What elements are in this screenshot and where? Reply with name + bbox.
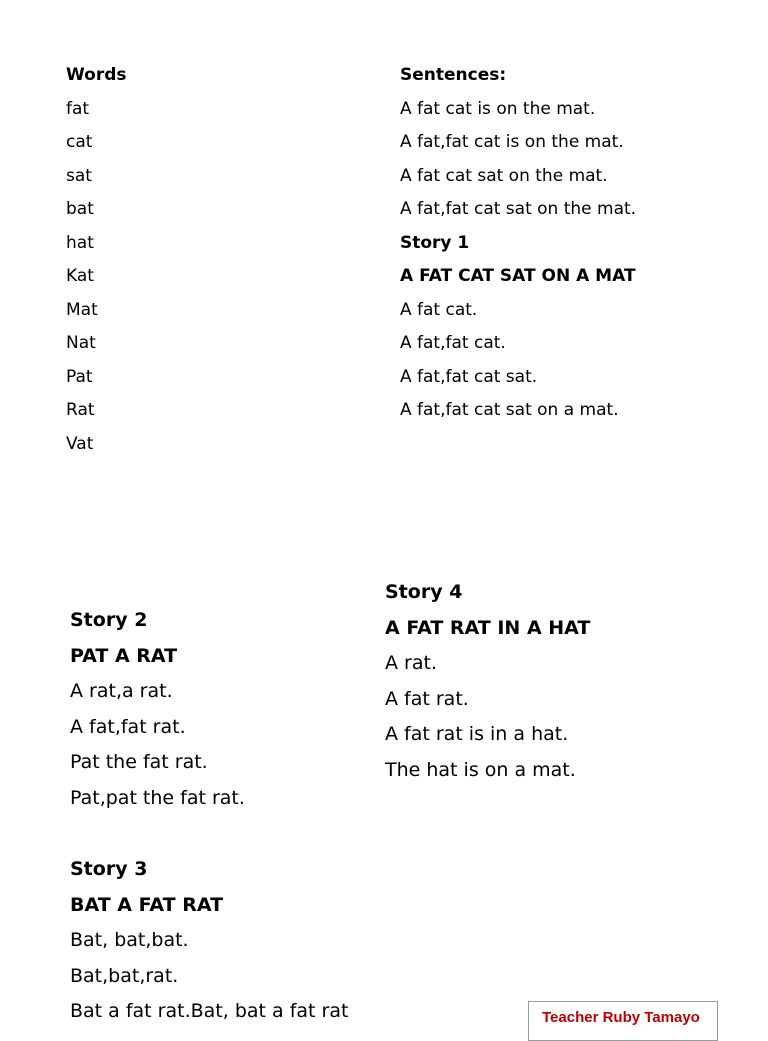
word-item: Vat: [66, 433, 94, 454]
story4-line: A fat rat is in a hat.: [385, 723, 569, 745]
story1-line: A fat,fat cat sat.: [400, 366, 538, 387]
story3-block: [70, 857, 348, 1035]
story4-label: Story 4: [385, 581, 463, 603]
author-credit-text: Teacher Ruby Tamayo: [542, 1009, 700, 1026]
story4-line: The hat is on a mat.: [385, 758, 576, 781]
story2-line: Pat,pat the fat rat.: [70, 786, 245, 809]
word-item: bat: [66, 199, 94, 219]
story3-title: BAT A FAT RAT: [70, 893, 224, 916]
story2-title: PAT A RAT: [70, 644, 178, 667]
story2-line: A fat,fat rat.: [70, 715, 186, 738]
story2-block: [70, 608, 245, 821]
sentence-item: A fat cat is on the mat.: [400, 98, 596, 119]
story4-line: A rat.: [385, 652, 437, 674]
story4-line: A fat rat.: [385, 687, 469, 710]
word-item: fat: [66, 98, 90, 119]
sentences-heading: Sentences:: [400, 65, 507, 85]
story1-title: A FAT CAT SAT ON A MAT: [400, 266, 636, 286]
story4-title: A FAT RAT IN A HAT: [385, 616, 591, 639]
story3-line: Bat a fat rat.Bat, bat a fat rat: [70, 1000, 349, 1022]
author-credit-box: [528, 1001, 718, 1041]
story4-block: [385, 580, 590, 793]
sentences-column: [400, 64, 636, 433]
story2-line: Pat the fat rat.: [70, 751, 208, 773]
story1-line: A fat,fat cat sat on a mat.: [400, 400, 619, 420]
word-item: Kat: [66, 266, 94, 286]
sentence-item: A fat cat sat on the mat.: [400, 165, 608, 186]
word-item: hat: [66, 232, 94, 253]
words-column: [66, 64, 127, 466]
word-item: Mat: [66, 299, 98, 320]
words-heading: Words: [66, 65, 127, 85]
story3-line: Bat,bat,rat.: [70, 964, 179, 987]
word-item: Pat: [66, 366, 93, 387]
word-item: Nat: [66, 333, 96, 353]
sentence-item: A fat,fat cat is on the mat.: [400, 132, 624, 152]
word-item: Rat: [66, 400, 95, 420]
story1-line: A fat,fat cat.: [400, 333, 506, 353]
story2-line: A rat,a rat.: [70, 680, 173, 702]
story1-line: A fat cat.: [400, 299, 478, 320]
sentence-item: A fat,fat cat sat on the mat.: [400, 199, 637, 219]
story1-label: Story 1: [400, 232, 470, 253]
word-item: sat: [66, 165, 92, 186]
story3-label: Story 3: [70, 858, 148, 880]
word-item: cat: [66, 132, 93, 152]
story3-line: Bat, bat,bat.: [70, 929, 189, 951]
story2-label: Story 2: [70, 609, 148, 631]
